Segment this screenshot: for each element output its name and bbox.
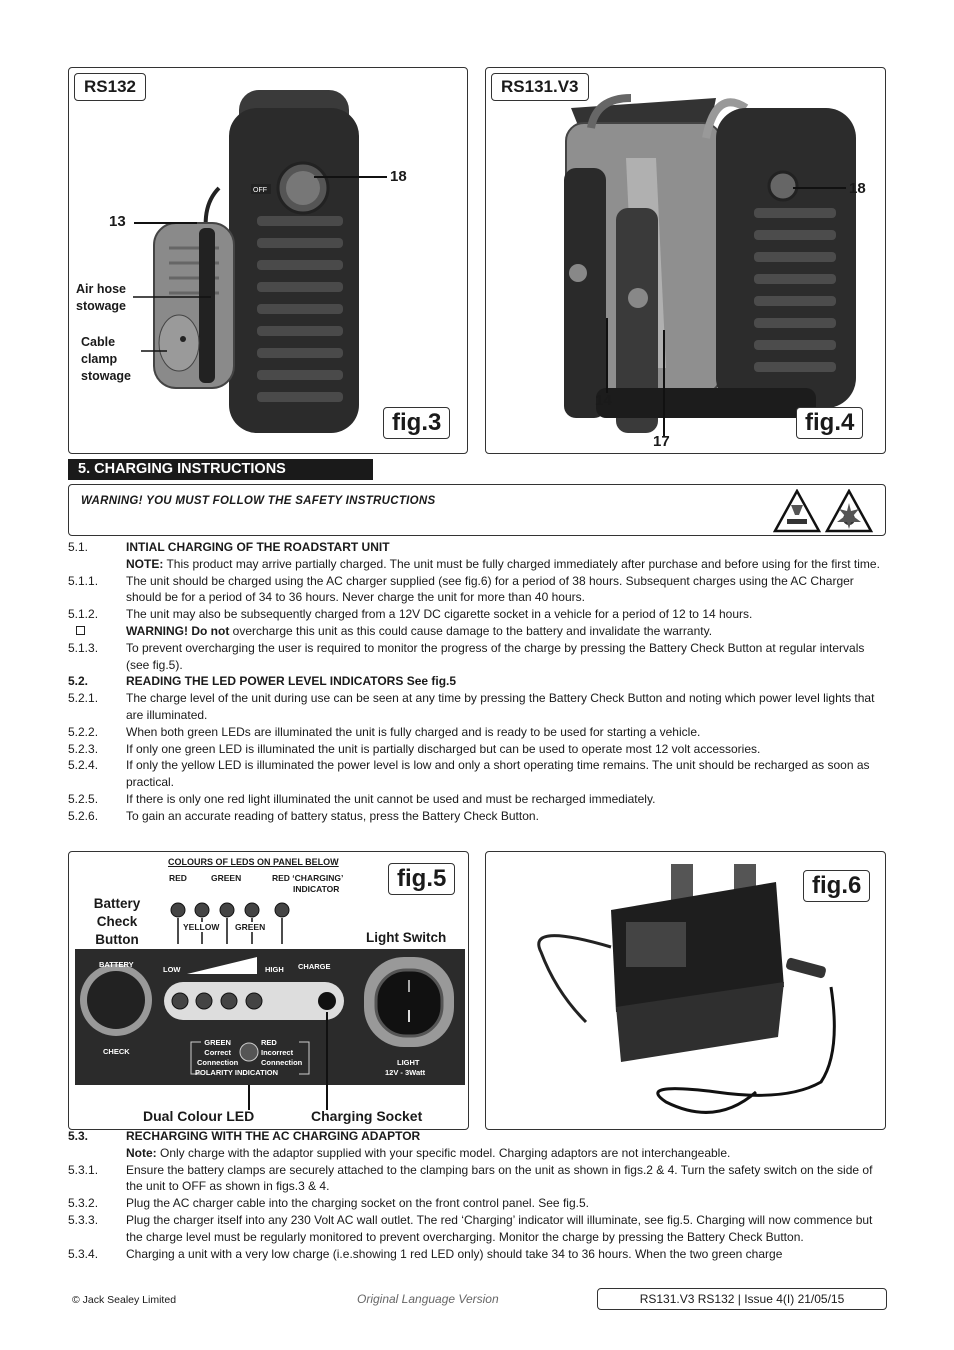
para-number: 5.3.3. (68, 1212, 99, 1227)
charging-instructions-text (68, 539, 886, 825)
footer-copyright: © Jack Sealey Limited (72, 1294, 177, 1306)
figure-3-label: fig.3 (383, 407, 450, 439)
rs131-unit-photo (486, 68, 886, 454)
figure-3-panel (68, 67, 468, 454)
figure-6-panel (485, 851, 886, 1130)
paragraph: When both green LEDs are illuminated the unit is fully charged and is ready to be used for starting a vehicle. (126, 724, 701, 739)
paragraph: Plug the AC charger cable into the charging socket on the front control panel. See fig.5. (126, 1196, 589, 1211)
section-heading: 5. CHARGING INSTRUCTIONS (68, 459, 373, 480)
cable-clamp-stowage-label: Cable clamp stowage (81, 335, 132, 383)
para-number: 5.1.3. (68, 640, 99, 655)
paragraph: WARNING! Do not overcharge this unit as this could cause damage to the battery and invalidate the warranty. (126, 623, 713, 638)
callout-18: 18 (390, 168, 407, 185)
para-number: 5.1. (68, 540, 89, 554)
para-number: 5.2.4. (68, 758, 99, 773)
para-number: 5.2.2. (68, 724, 99, 739)
recharging-text (68, 1128, 886, 1262)
led-indicator-label: INDICATOR (293, 884, 340, 894)
callout-13: 13 (109, 213, 126, 230)
para-number: 5.2.1. (68, 691, 99, 706)
colours-title: COLOURS OF LEDS ON PANEL BELOW (168, 857, 339, 867)
para-number: 5.2. (68, 674, 89, 689)
para-heading: RECHARGING WITH THE AC CHARGING ADAPTOR (126, 1129, 421, 1143)
figure-5-panel (68, 851, 469, 1130)
light-switch-label: Light Switch (366, 930, 447, 945)
para-heading: READING THE LED POWER LEVEL INDICATORS See fig.5 (126, 674, 457, 689)
figure-4-label: fig.4 (796, 407, 863, 439)
paragraph: If there is only one red light illuminated the unit cannot be used and must be recharged immediately. (126, 791, 656, 806)
figure-4-panel (485, 67, 886, 454)
checkbox-bullet-icon (76, 626, 85, 635)
footer-doc-ref: RS131.V3 RS132 | Issue 4(I) 21/05/15 (597, 1288, 887, 1310)
para-number: 5.1.1. (68, 573, 99, 588)
para-number: 5.2.3. (68, 741, 99, 756)
rs132-unit-photo (69, 68, 468, 454)
low-text: LOW (163, 965, 181, 974)
callout-14: 14 (595, 392, 612, 409)
para-number: 5.1.2. (68, 607, 99, 622)
explosive-warning-icon (827, 491, 871, 531)
para-number: 5.2.6. (68, 808, 99, 823)
charge-text: CHARGE (298, 962, 331, 971)
para-number: 5.3.4. (68, 1246, 99, 1261)
paragraph: Ensure the battery clamps are securely attached to the clamping bars on the unit as shown in figs.2 & 4. Turn the safety switch on the side of the unit to OFF as shown in figs.3 & 4. (126, 1162, 873, 1194)
light-text: LIGHT (397, 1058, 420, 1067)
charging-socket-label: Charging Socket (311, 1108, 423, 1124)
warning-icons (773, 489, 873, 533)
para-number: 5.3. (68, 1129, 89, 1143)
model-label-rs132: RS132 (74, 73, 146, 101)
paragraph: NOTE: This product may arrive partially charged. The unit must be fully charged immediately after purchase and before using for the first time. (126, 556, 880, 571)
paragraph: The unit should be charged using the AC charger supplied (see fig.6) for a period of 38 hours. Subsequent charges using the AC Charger should be for a period of 34 to 36 hours. Never charge the unit for more than 40 hours. (126, 573, 854, 605)
callout-17: 17 (653, 433, 670, 450)
led-green-label: GREEN (211, 873, 242, 883)
figure-5-label: fig.5 (388, 863, 455, 895)
para-heading: INTIAL CHARGING OF THE ROADSTART UNIT (126, 540, 390, 554)
paragraph: Note: Only charge with the adaptor supplied with your specific model. Charging adaptors are not interchangeable. (126, 1145, 731, 1160)
model-label-rs131v3: RS131.V3 (491, 73, 589, 101)
battery-check-button-label: Battery Check Button (93, 896, 141, 947)
paragraph: To gain an accurate reading of battery status, press the Battery Check Button. (126, 808, 539, 823)
para-number: 5.2.5. (68, 791, 99, 806)
paragraph: If only one green LED is illuminated the unit is partially discharged but can be used to operate most 12 volt accessories. (126, 741, 761, 756)
check-text: CHECK (103, 1047, 130, 1056)
paragraph: Plug the charger itself into any 230 Volt AC wall outlet. The red ‘Charging’ indicator will illuminate, see fig.5. Charging will now commence but the charge level must be regularly monitored to prevent overcharging. Monitor the charge by pressing the Battery Check Button. (126, 1212, 873, 1244)
paragraph: The charge level of the unit during use can be seen at any time by pressing the Battery Check Button and noting which power level lights that are illuminated. (126, 691, 875, 722)
paragraph: Charging a unit with a very low charge (i.e.showing 1 red LED only) should take 34 to 36 hours. When the two green charge (126, 1246, 783, 1261)
led-green2-label: GREEN (235, 922, 266, 932)
led-red-charging-label: RED ‘CHARGING’ (272, 873, 344, 883)
safety-warning-box (68, 484, 886, 536)
para-number: 5.3.1. (68, 1162, 99, 1177)
paragraph: To prevent overcharging the user is required to monitor the progress of the charge by pressing the Battery Check Button at regular intervals (see fig.5). (126, 640, 865, 672)
green-correct-text: GREEN Correct Connection (197, 1038, 239, 1067)
svg-text:OFF: OFF (253, 187, 267, 194)
dual-colour-led-label: Dual Colour LED (143, 1108, 255, 1124)
led-yellow-label: YELLOW (183, 922, 220, 932)
corrosive-warning-icon (775, 491, 819, 531)
para-number: 5.3.2. (68, 1196, 99, 1211)
red-incorrect-text: RED Incorrect Connection (261, 1038, 303, 1067)
paragraph: If only the yellow LED is illuminated the power level is low and only a short operating time remains. The unit should be recharged as soon as practical. (126, 758, 870, 790)
battery-text: BATTERY (99, 960, 134, 969)
callout-18: 18 (849, 180, 866, 197)
led-red-label: RED (169, 873, 187, 883)
safety-warning-text: WARNING! YOU MUST FOLLOW THE SAFETY INSTRUCTIONS (81, 495, 436, 507)
polarity-indication-text: POLARITY INDICATION (195, 1068, 279, 1077)
high-text: HIGH (265, 965, 284, 974)
light-spec-text: 12V - 3Watt (385, 1068, 426, 1077)
paragraph: The unit may also be subsequently charged from a 12V DC cigarette socket in a vehicle for a period of 12 to 14 hours. (126, 607, 753, 622)
footer-version: Original Language Version (357, 1292, 499, 1306)
air-hose-stowage-label: Air hose stowage (76, 282, 127, 313)
figure-6-label: fig.6 (803, 870, 870, 902)
